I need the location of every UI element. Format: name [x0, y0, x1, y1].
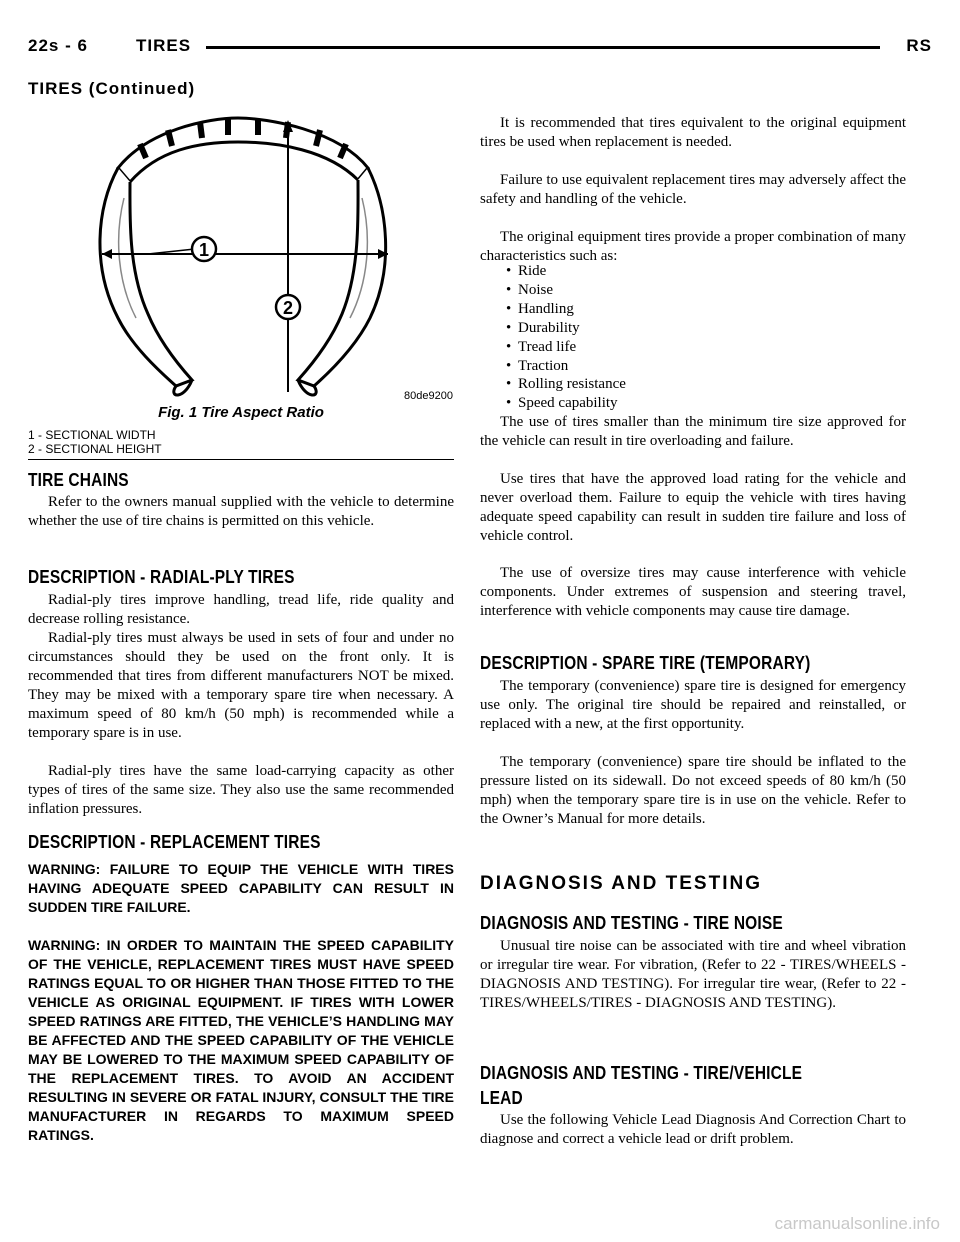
callout-1: 1: [198, 240, 210, 260]
heading-radial-ply: DESCRIPTION - RADIAL-PLY TIRES: [28, 567, 295, 587]
heading-tire-noise: DIAGNOSIS AND TESTING - TIRE NOISE: [480, 913, 783, 933]
model-code: RS: [906, 36, 932, 55]
bullet-noise: • Noise: [506, 282, 553, 299]
figure-legend-2: 2 - SECTIONAL HEIGHT: [28, 442, 162, 456]
heading-spare-tire: DESCRIPTION - SPARE TIRE (TEMPORARY): [480, 653, 811, 673]
heading-tire-vehicle-lead: DIAGNOSIS AND TESTING - TIRE/VEHICLE: [480, 1063, 803, 1083]
right-paragraph-5: Use tires that have the approved load rating for the vehicle and never overload them. Failure to equip the vehicle with tires having adequate speed capability can result in sudden tire failure and loss of vehicle control.: [480, 471, 906, 544]
figure-code: 80de9200: [404, 390, 453, 402]
bullet-handling: • Handling: [506, 301, 574, 318]
callout-2: 2: [282, 298, 294, 318]
heading-replacement-tires: DESCRIPTION - REPLACEMENT TIRES: [28, 832, 321, 852]
tire-aspect-figure: [28, 108, 454, 460]
heading-tire-vehicle-lead-2: LEAD: [480, 1088, 523, 1108]
radial-paragraph-3: Radial-ply tires have the same load-carrying capacity as other types of tires of the same size. They also use the same recommended inflation pressures.: [28, 763, 454, 817]
bullet-durability: • Durability: [506, 320, 580, 337]
section-title: TIRES: [136, 36, 192, 55]
figure-divider: [28, 459, 454, 460]
figure-caption: Fig. 1 Tire Aspect Ratio: [158, 404, 324, 421]
bullet-speed-capability: • Speed capability: [506, 395, 618, 412]
heading-diagnosis-testing: DIAGNOSIS AND TESTING: [480, 873, 762, 894]
heading-tire-chains: TIRE CHAINS: [28, 470, 129, 490]
page-number: 22s - 6: [28, 36, 88, 55]
spare-paragraph-2: The temporary (convenience) spare tire should be inflated to the pressure listed on its sidewall. Do not exceed speeds of 80 km/h (50 mph) when the temporary spare tire is in use on the vehicle. Refer to the Owner’s Manual for more details.: [480, 754, 906, 827]
spare-paragraph-1: The temporary (convenience) spare tire is designed for emergency use only. The original tire should be repaired and reinstalled, or replaced with a new, at the first opportunity.: [480, 678, 906, 732]
right-paragraph-1: It is recommended that tires equivalent to the original equipment tires be used when replacement is needed.: [480, 115, 906, 150]
radial-paragraph-2: Radial-ply tires must always be used in sets of four and under no circumstances should they be used on the front only. It is recommended that tires from different manufacturers NOT be mixed. They may be mixed with a temporary spare tire when necessary. A maximum speed of 80 km/h (50 mph) is recommended while a temporary spare is in use.: [28, 630, 454, 741]
right-paragraph-6: The use of oversize tires may cause interference with vehicle components. Under extremes of suspension and steering travel, interference with vehicle components may cause tire damage.: [480, 565, 906, 619]
bullet-traction: • Traction: [506, 358, 568, 375]
right-paragraph-4: The use of tires smaller than the minimum tire size approved for the vehicle can result in tire overloading and failure.: [480, 414, 906, 449]
bullet-ride: • Ride: [506, 263, 546, 280]
bullet-rolling-resistance: • Rolling resistance: [506, 376, 626, 393]
tire-noise-paragraph: Unusual tire noise can be associated with tire and wheel vibration or irregular tire wear. For vibration, (Refer to 22 - TIRES/WHEELS - DIAGNOSIS AND TESTING). For irregular tire wear, (Refer to 22 - TIRES/WHEELS/TIRES - DIAGNOSIS AND TESTING).: [480, 938, 906, 1011]
page-header: [28, 36, 932, 62]
vehicle-lead-paragraph: Use the following Vehicle Lead Diagnosis And Correction Chart to diagnose and correct a vehicle lead or drift problem.: [480, 1112, 906, 1147]
right-paragraph-3: The original equipment tires provide a proper combination of many characteristics such as:: [480, 229, 906, 264]
figure-legend-1: 1 - SECTIONAL WIDTH: [28, 428, 156, 442]
tire-chains-paragraph: Refer to the owners manual supplied with the vehicle to determine whether the use of tire chains is permitted on this vehicle.: [28, 494, 454, 529]
bullet-tread-life: • Tread life: [506, 339, 576, 356]
radial-paragraph-1: Radial-ply tires improve handling, tread life, ride quality and decrease rolling resistance.: [28, 592, 454, 627]
tire-cross-section-illustration: [88, 108, 398, 398]
warning-2: WARNING: IN ORDER TO MAINTAIN THE SPEED CAPABILITY OF THE VEHICLE, REPLACEMENT TIRES MUST HAVE SPEED RATINGS EQUAL TO OR HIGHER THAN THOSE FITTED TO THE VEHICLE AS ORIGINAL EQUIPMENT. IF TIRES WITH LOWER SPEED RATINGS ARE FITTED, THE VEHICLE’S HANDLING MAY BE AFFECTED AND THE SPEED CAPABILITY OF THE VEHICLE MAY BE LOWERED TO THE MAXIMUM SPEED CAPABILITY OF THE REPLACEMENT TIRES. TO AVOID AN ACCIDENT RESULTING IN SEVERE OR FATAL INJURY, CONSULT THE TIRE MANUFACTURER IN REGARDS TO MAXIMUM SPEED RATINGS.: [28, 937, 454, 1143]
watermark: carmanualsonline.info: [774, 1214, 940, 1233]
continued-title: TIRES (Continued): [28, 79, 196, 98]
right-paragraph-2: Failure to use equivalent replacement tires may adversely affect the safety and handling of the vehicle.: [480, 172, 906, 207]
header-rule: [206, 46, 880, 49]
warning-1: WARNING: FAILURE TO EQUIP THE VEHICLE WITH TIRES HAVING ADEQUATE SPEED CAPABILITY CAN RESULT IN SUDDEN TIRE FAILURE.: [28, 861, 454, 915]
